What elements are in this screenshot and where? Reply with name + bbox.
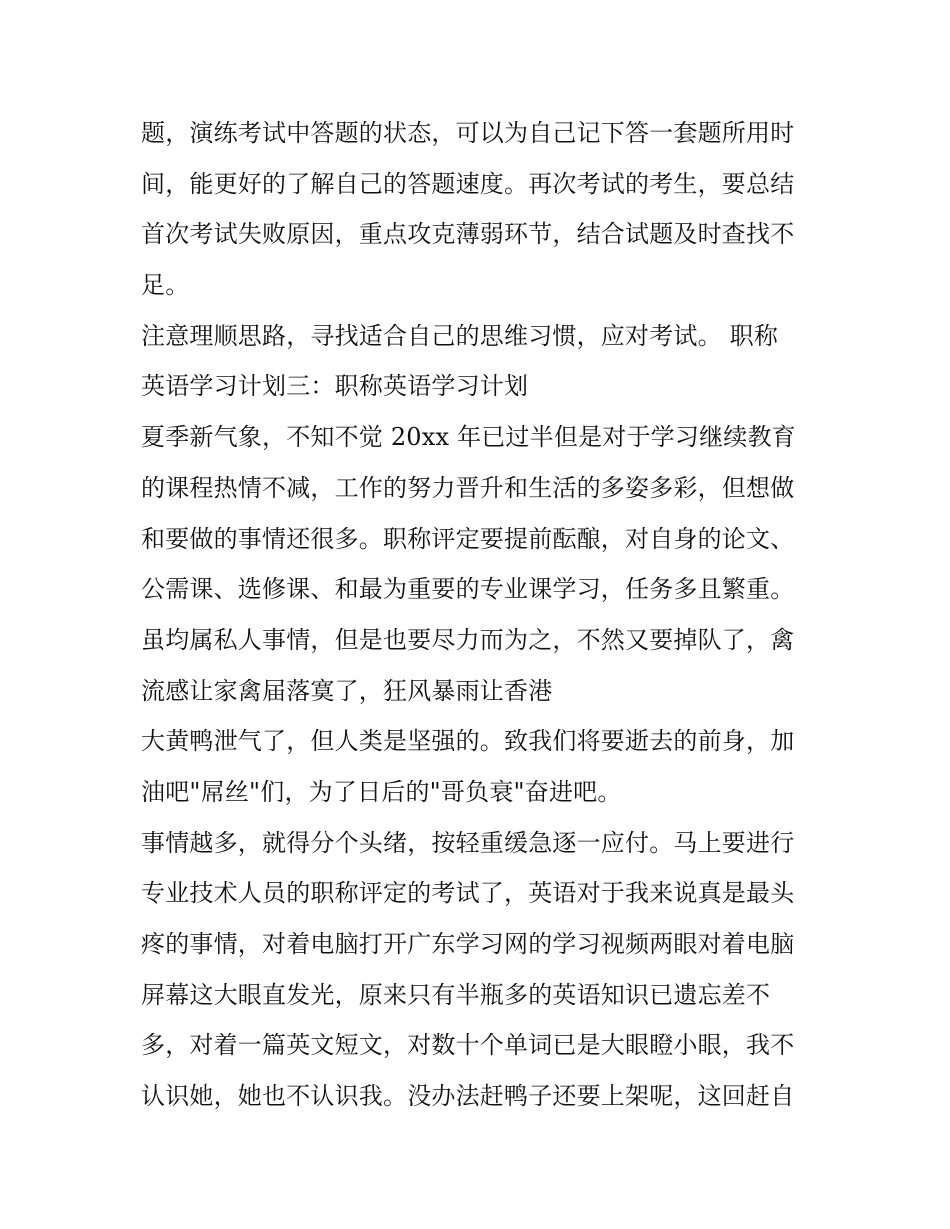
text-line: 公需课、选修课、和最为重要的专业课学习，任务多且繁重。 — [141, 575, 795, 604]
text-line: 虽均属私人事情，但是也要尽力而为之，不然又要掉队了，禽 — [141, 625, 795, 654]
text-line: 注意理顺思路，寻找适合自己的思维习惯，应对考试。 职称 — [141, 321, 779, 350]
text-line: 英语学习计划三：职称英语学习计划 — [141, 372, 529, 401]
text-line: 流感让家禽届落寞了，狂风暴雨让香港 — [141, 676, 553, 705]
text-line: 题，演练考试中答题的状态，可以为自己记下答一套题所用时 — [141, 119, 795, 147]
text-line: 足。 — [141, 271, 190, 300]
text-line: 和要做的事情还很多。职称评定要提前酝酿，对自身的论文、 — [141, 524, 795, 553]
text-line: 疼的事情，对着电脑打开广东学习网的学习视频两眼对着电脑 — [141, 930, 795, 958]
text-line: 油吧"屌丝"们，为了日后的"哥负衰"奋进吧。 — [141, 777, 622, 806]
text-line: 大黄鸭泄气了，但人类是坚强的。致我们将要逝去的前身，加 — [141, 727, 795, 756]
document-body — [141, 108, 821, 1122]
text-line: 专业技术人员的职称评定的考试了，英语对于我来说真是最头 — [141, 879, 795, 908]
text-line: 夏季新气象，不知不觉 20xx 年已过半但是对于学习继续教育 — [141, 423, 796, 452]
text-line: 间，能更好的了解自己的答题速度。再次考试的考生，要总结 — [141, 169, 795, 198]
text-line: 首次考试失败原因，重点攻克薄弱环节，结合试题及时查找不 — [141, 220, 795, 249]
text-line: 的课程热情不减，工作的努力晋升和生活的多姿多彩，但想做 — [141, 473, 795, 502]
text-line: 多，对着一篇英文短文，对数十个单词已是大眼瞪小眼，我不 — [141, 1031, 795, 1060]
text-line: 屏幕这大眼直发光，原来只有半瓶多的英语知识已遗忘差不 — [141, 980, 771, 1009]
text-line: 事情越多，就得分个头绪，按轻重缓急逐一应付。马上要进行 — [141, 828, 795, 857]
text-line: 认识她，她也不认识我。没办法赶鸭子还要上架呢，这回赶自 — [141, 1082, 795, 1111]
